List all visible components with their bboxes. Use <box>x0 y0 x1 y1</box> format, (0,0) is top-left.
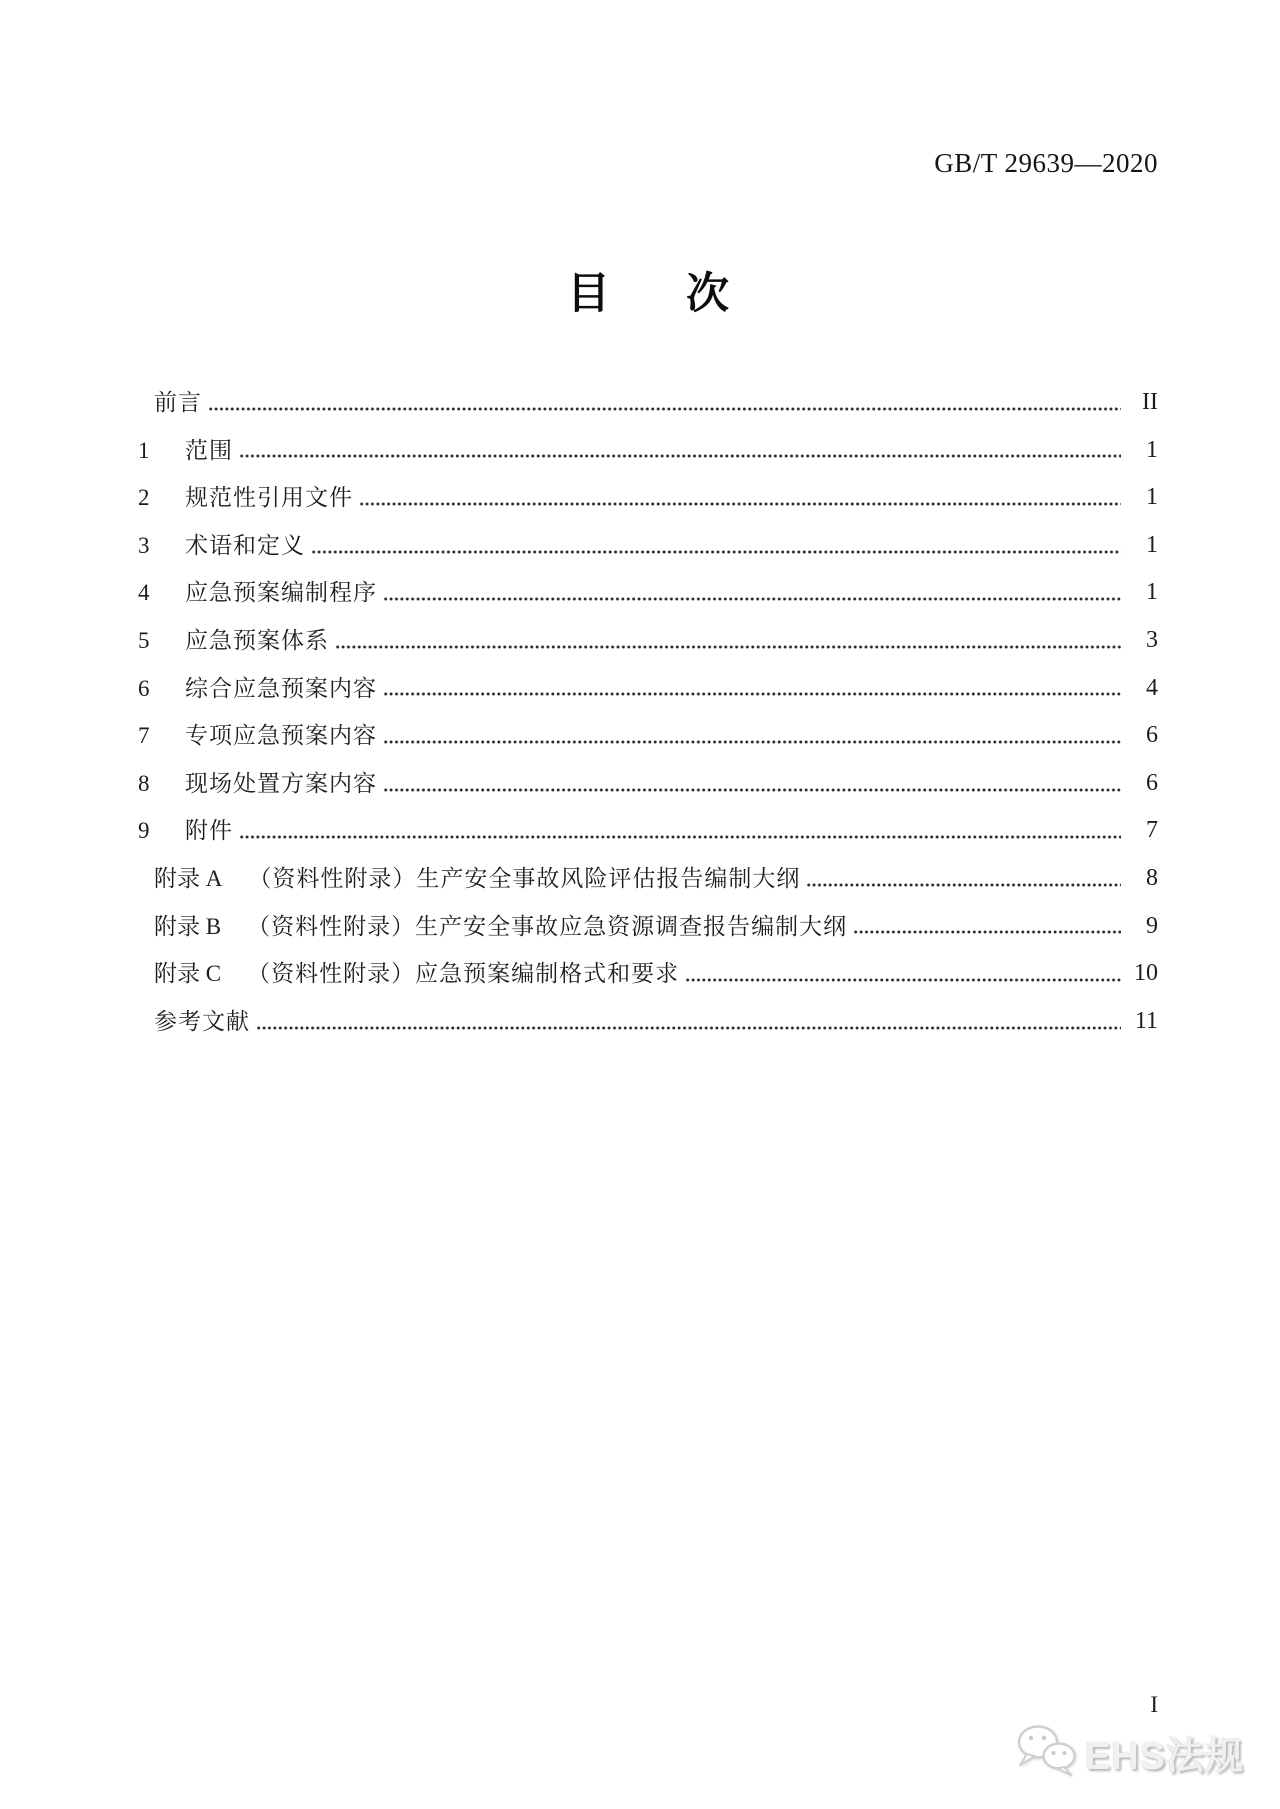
dot-leader <box>383 691 1121 697</box>
toc-entry-page: 6 <box>1146 722 1158 749</box>
toc-entry-page: 6 <box>1146 769 1158 796</box>
toc-entry-title: 现场处置方案内容 <box>185 770 377 796</box>
page-number: I <box>1150 1692 1158 1717</box>
toc-entry-title: 专项应急预案内容 <box>185 723 377 749</box>
toc-entry <box>138 427 1158 475</box>
toc-entry <box>138 617 1158 665</box>
toc-entry-title: 前言 <box>154 390 202 415</box>
toc-page-title <box>138 260 1158 321</box>
dot-leader <box>239 453 1121 459</box>
dot-leader <box>311 549 1121 555</box>
toc-entry <box>138 855 1158 903</box>
dot-leader <box>359 501 1121 507</box>
toc-entry <box>138 474 1158 522</box>
toc-entry-title: 应急预案编制程序 <box>185 580 377 606</box>
toc-entry-title: 参考文献 <box>154 1008 250 1034</box>
dot-leader <box>239 834 1121 840</box>
toc-entry-number: 附录 A <box>154 865 223 891</box>
dot-leader <box>383 596 1121 602</box>
toc-entry-title: 规范性引用文件 <box>185 485 353 511</box>
toc-entry-title: （资料性附录）应急预案编制格式和要求 <box>247 961 680 987</box>
toc-entry-title: （资料性附录）生产安全事故风险评估报告编制大纲 <box>248 865 801 891</box>
toc-entry-page: 1 <box>1146 484 1158 511</box>
table-of-contents <box>138 379 1158 1045</box>
dot-leader <box>208 406 1121 412</box>
toc-entry-page: 8 <box>1146 864 1158 891</box>
toc-entry-number: 附录 C <box>154 961 222 987</box>
toc-page-title-text: 目次 <box>567 270 805 318</box>
toc-entry-number: 4 <box>138 580 150 606</box>
toc-entry <box>138 665 1158 713</box>
toc-entry-number: 1 <box>138 437 150 463</box>
toc-entry-page: 4 <box>1146 674 1158 701</box>
toc-entry-title: 范围 <box>185 437 233 463</box>
toc-entry-number: 3 <box>138 532 150 558</box>
dot-leader <box>685 977 1121 983</box>
dot-leader <box>806 882 1121 888</box>
standard-number: GB/T 29639—2020 <box>934 148 1158 178</box>
toc-entry <box>138 569 1158 617</box>
toc-entry-page: 1 <box>1146 436 1158 463</box>
watermark <box>1015 1724 1244 1781</box>
wechat-icon <box>1015 1724 1079 1781</box>
toc-entry-number: 附录 B <box>154 913 222 939</box>
toc-entry-page: 11 <box>1134 1007 1158 1034</box>
dot-leader <box>383 739 1121 745</box>
toc-entry-page: 1 <box>1146 531 1158 558</box>
dot-leader <box>853 929 1121 935</box>
toc-entry-title: 综合应急预案内容 <box>185 675 377 701</box>
toc-entry <box>138 522 1158 570</box>
toc-entry <box>138 712 1158 760</box>
toc-entry-title: 术语和定义 <box>185 532 305 558</box>
toc-entry-page: 1 <box>1146 579 1158 606</box>
toc-entry-number: 7 <box>138 723 150 749</box>
toc-entry <box>138 950 1158 998</box>
toc-entry <box>138 998 1158 1046</box>
toc-entry <box>138 807 1158 855</box>
toc-entry-number: 6 <box>138 675 150 701</box>
watermark-label: EHS法规 <box>1084 1736 1244 1778</box>
toc-entry-number: 2 <box>138 485 150 511</box>
toc-entry-page: II <box>1142 389 1158 415</box>
toc-entry <box>138 760 1158 808</box>
toc-entry <box>138 903 1158 951</box>
toc-entry-title: 附件 <box>185 818 233 844</box>
toc-entry-page: 7 <box>1146 817 1158 844</box>
toc-entry-number: 5 <box>138 627 150 653</box>
toc-entry-title: 应急预案体系 <box>185 627 329 653</box>
dot-leader <box>335 644 1121 650</box>
toc-entry-number: 9 <box>138 818 150 844</box>
toc-entry-page: 9 <box>1146 912 1158 939</box>
toc-entry-page: 3 <box>1146 626 1158 653</box>
toc-entry <box>138 379 1158 427</box>
toc-entry-page: 10 <box>1134 960 1158 987</box>
dot-leader <box>256 1025 1121 1031</box>
toc-entry-number: 8 <box>138 770 150 796</box>
toc-entry-title: （资料性附录）生产安全事故应急资源调查报告编制大纲 <box>247 913 848 939</box>
dot-leader <box>383 787 1121 793</box>
